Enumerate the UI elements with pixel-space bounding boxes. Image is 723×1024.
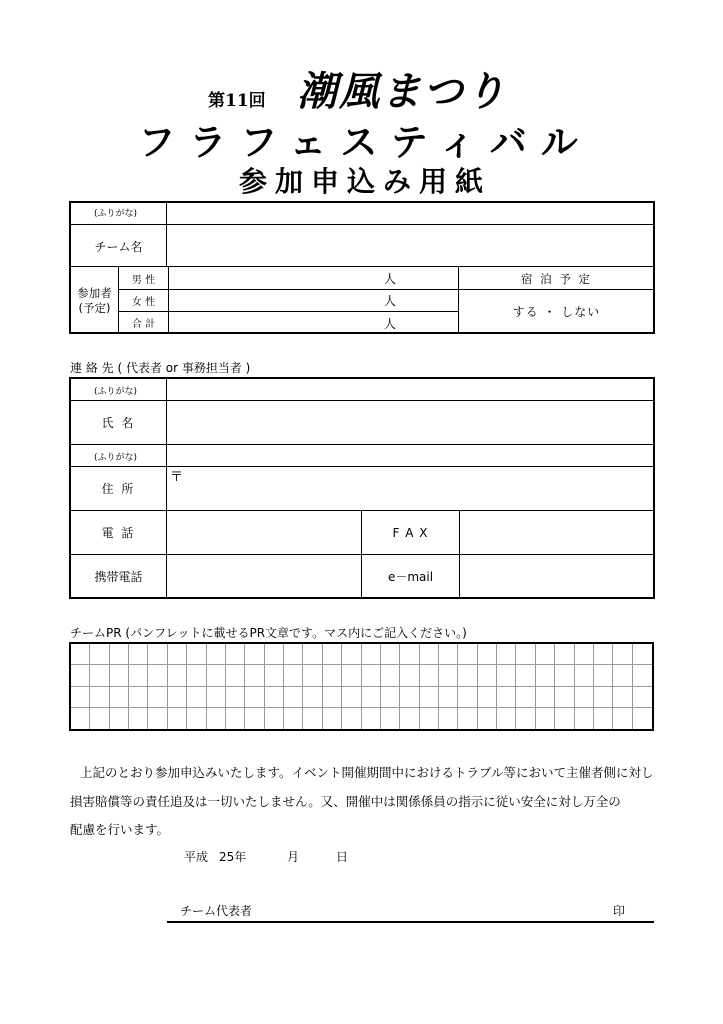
pr-grid-cell[interactable] <box>594 708 613 729</box>
pr-grid-cell[interactable] <box>71 687 90 708</box>
pr-grid-cell[interactable] <box>342 687 361 708</box>
female-unit: 人 <box>384 294 397 308</box>
statement-line-3: 配慮を行います。 <box>70 822 170 837</box>
pr-grid-cell[interactable] <box>265 708 284 729</box>
pr-grid-cell[interactable] <box>458 708 477 729</box>
pr-grid-cell[interactable] <box>303 665 322 686</box>
pr-grid-cell[interactable] <box>129 708 148 729</box>
pr-grid-cell[interactable] <box>265 644 284 665</box>
pr-grid-cell[interactable] <box>342 644 361 665</box>
pr-grid-cell[interactable] <box>439 665 458 686</box>
pr-grid-cell[interactable] <box>90 644 109 665</box>
pr-grid-cell[interactable] <box>323 708 342 729</box>
lodging-label: 宿 泊 予 定 <box>521 271 592 286</box>
pr-grid-cell[interactable] <box>420 708 439 729</box>
pr-grid-cell[interactable] <box>613 708 632 729</box>
pr-grid-cell[interactable] <box>400 644 419 665</box>
pr-grid-cell[interactable] <box>226 708 245 729</box>
pr-grid-cell[interactable] <box>187 708 206 729</box>
festival-logo: 潮風まつり <box>297 68 507 115</box>
pr-grid-cell[interactable] <box>342 665 361 686</box>
pr-grid-cell[interactable] <box>148 708 167 729</box>
address-furigana-input[interactable] <box>168 445 654 466</box>
pr-grid-cell[interactable] <box>168 708 187 729</box>
pr-grid-cell[interactable] <box>110 708 129 729</box>
pr-grid-cell[interactable] <box>226 665 245 686</box>
pr-grid-cell[interactable] <box>575 644 594 665</box>
pr-grid-cell[interactable] <box>90 687 109 708</box>
pr-grid-cell[interactable] <box>613 665 632 686</box>
edition-label: 第11回 <box>208 91 266 111</box>
pr-grid-cell[interactable] <box>187 665 206 686</box>
pr-grid-cell[interactable] <box>303 644 322 665</box>
pr-grid-cell[interactable] <box>207 665 226 686</box>
email-input[interactable] <box>460 555 654 598</box>
statement-line-1: 上記のとおり参加申込みいたします。イベント開催期間中におけるトラブル等において主催者側に対し <box>80 765 654 780</box>
phone-label: 電 話 <box>101 526 136 540</box>
pr-grid-cell[interactable] <box>110 665 129 686</box>
contact-name-input[interactable] <box>168 401 654 444</box>
team-furigana-label: (ふりがな) <box>94 209 138 219</box>
pr-grid-cell[interactable] <box>284 665 303 686</box>
pr-grid-cell[interactable] <box>245 665 264 686</box>
signature-line <box>167 921 654 923</box>
pr-grid-cell[interactable] <box>633 687 652 708</box>
lodging-options[interactable]: する ・ しない <box>512 305 601 319</box>
pr-grid-cell[interactable] <box>536 708 555 729</box>
pr-grid-cell[interactable] <box>575 665 594 686</box>
pr-grid-cell[interactable] <box>226 644 245 665</box>
male-label: 男 性 <box>131 275 156 286</box>
pr-grid-cell[interactable] <box>187 687 206 708</box>
pr-grid-cell[interactable] <box>284 644 303 665</box>
seal-mark: 印 <box>613 904 626 918</box>
fax-label: F A X <box>392 525 429 540</box>
mobile-label: 携帯電話 <box>94 570 143 584</box>
pr-grid-cell[interactable] <box>71 708 90 729</box>
pr-grid-cell[interactable] <box>458 644 477 665</box>
email-label: e－mail <box>387 570 434 584</box>
female-count-input[interactable] <box>169 290 458 311</box>
pr-grid-cell[interactable] <box>381 644 400 665</box>
pr-grid-cell[interactable] <box>400 665 419 686</box>
address-input[interactable] <box>168 467 654 510</box>
pr-grid-cell[interactable] <box>478 665 497 686</box>
pr-grid-cell[interactable] <box>594 687 613 708</box>
pr-grid-cell[interactable] <box>497 708 516 729</box>
pr-grid-cell[interactable] <box>226 687 245 708</box>
pr-grid-cell[interactable] <box>516 687 535 708</box>
pr-grid-cell[interactable] <box>555 665 574 686</box>
pr-grid-cell[interactable] <box>362 687 381 708</box>
pr-grid-cell[interactable] <box>110 687 129 708</box>
pr-grid-cell[interactable] <box>245 644 264 665</box>
male-unit: 人 <box>384 272 397 286</box>
team-name-label: チーム名 <box>94 239 143 254</box>
pr-grid-cell[interactable] <box>207 708 226 729</box>
pr-grid-cell[interactable] <box>575 687 594 708</box>
pr-grid-cell[interactable] <box>555 687 574 708</box>
pr-grid-cell[interactable] <box>594 665 613 686</box>
pr-grid-cell[interactable] <box>110 644 129 665</box>
participants-label: 参加者 (予定) <box>77 285 112 315</box>
pr-grid-cell[interactable] <box>245 687 264 708</box>
pr-grid-cell[interactable] <box>478 644 497 665</box>
pr-grid-cell[interactable] <box>420 665 439 686</box>
pr-grid-cell[interactable] <box>613 687 632 708</box>
pr-grid-cell[interactable] <box>478 708 497 729</box>
pr-grid-cell[interactable] <box>381 687 400 708</box>
pr-grid-cell[interactable] <box>497 644 516 665</box>
pr-grid-cell[interactable] <box>148 687 167 708</box>
pr-grid-cell[interactable] <box>323 665 342 686</box>
total-unit: 人 <box>384 317 397 331</box>
pr-grid-cell[interactable] <box>323 687 342 708</box>
pr-grid-cell[interactable] <box>458 687 477 708</box>
pr-grid-cell[interactable] <box>516 665 535 686</box>
date-month: 月 <box>287 850 300 864</box>
pr-grid-cell[interactable] <box>420 644 439 665</box>
pr-grid-cell[interactable] <box>323 644 342 665</box>
pr-grid-cell[interactable] <box>400 687 419 708</box>
pr-grid-cell[interactable] <box>71 644 90 665</box>
pr-grid-cell[interactable] <box>129 665 148 686</box>
pr-grid-cell[interactable] <box>284 708 303 729</box>
pr-grid-cell[interactable] <box>90 708 109 729</box>
fax-input[interactable] <box>460 511 654 554</box>
team-furigana-input[interactable] <box>168 203 654 224</box>
pr-grid-cell[interactable] <box>458 665 477 686</box>
pr-grid-cell[interactable] <box>516 644 535 665</box>
pr-grid-cell[interactable] <box>168 687 187 708</box>
pr-grid-cell[interactable] <box>516 708 535 729</box>
pr-heading: チームPR (パンフレットに載せるPR文章です。マス内にご記入ください。) <box>70 626 467 640</box>
date-year: 25年 <box>219 850 247 864</box>
address-label: 住 所 <box>101 482 136 496</box>
pr-grid-cell[interactable] <box>362 665 381 686</box>
pr-grid-cell[interactable] <box>575 708 594 729</box>
team-name-input[interactable] <box>168 226 654 266</box>
total-count-input[interactable] <box>169 312 458 333</box>
pr-grid-cell[interactable] <box>594 644 613 665</box>
contact-name-furigana-input[interactable] <box>168 379 654 400</box>
postal-mark-icon: 〒 <box>170 470 184 485</box>
pr-grid-cell[interactable] <box>633 708 652 729</box>
pr-grid-cell[interactable] <box>284 687 303 708</box>
pr-grid-cell[interactable] <box>265 665 284 686</box>
pr-grid-cell[interactable] <box>71 665 90 686</box>
contact-name-label: 氏 名 <box>101 416 136 430</box>
pr-grid-cell[interactable] <box>555 708 574 729</box>
pr-writing-grid[interactable] <box>69 642 654 731</box>
female-label: 女 性 <box>131 297 156 308</box>
contact-heading: 連 絡 先 ( 代表者 or 事務担当者 ) <box>70 361 251 375</box>
pr-grid-cell[interactable] <box>129 687 148 708</box>
pr-grid-cell[interactable] <box>381 708 400 729</box>
contact-name-furigana-label: (ふりがな) <box>94 387 138 397</box>
pr-grid-cell[interactable] <box>342 708 361 729</box>
pr-grid-cell[interactable] <box>400 708 419 729</box>
pr-grid-cell[interactable] <box>265 687 284 708</box>
form-subtitle: 参加申込み用紙 <box>238 165 491 198</box>
pr-grid-cell[interactable] <box>633 665 652 686</box>
pr-grid-cell[interactable] <box>129 644 148 665</box>
total-label: 合 計 <box>131 319 156 330</box>
pr-grid-cell[interactable] <box>536 687 555 708</box>
pr-grid-cell[interactable] <box>168 644 187 665</box>
date-day: 日 <box>336 850 349 864</box>
male-count-input[interactable] <box>169 268 458 289</box>
mobile-input[interactable] <box>168 555 361 598</box>
pr-grid-cell[interactable] <box>245 708 264 729</box>
pr-grid-cell[interactable] <box>478 687 497 708</box>
pr-grid-cell[interactable] <box>168 665 187 686</box>
pr-grid-cell[interactable] <box>362 708 381 729</box>
pr-grid-cell[interactable] <box>207 644 226 665</box>
pr-grid-cell[interactable] <box>381 665 400 686</box>
pr-grid-cell[interactable] <box>90 665 109 686</box>
statement-line-2: 損害賠償等の責任追及は一切いたしません。又、開催中は関係係員の指示に従い安全に対し万全の <box>70 794 621 809</box>
pr-grid-cell[interactable] <box>362 644 381 665</box>
pr-grid-cell[interactable] <box>497 665 516 686</box>
pr-grid-cell[interactable] <box>439 644 458 665</box>
pr-grid-cell[interactable] <box>536 665 555 686</box>
date-era: 平成 <box>184 850 209 864</box>
pr-grid-cell[interactable] <box>439 687 458 708</box>
pr-grid-cell[interactable] <box>555 644 574 665</box>
pr-grid-cell[interactable] <box>207 687 226 708</box>
pr-grid-cell[interactable] <box>497 687 516 708</box>
address-furigana-label: (ふりがな) <box>94 453 138 463</box>
pr-grid-cell[interactable] <box>303 687 322 708</box>
pr-grid-cell[interactable] <box>420 687 439 708</box>
pr-grid-cell[interactable] <box>148 665 167 686</box>
pr-grid-cell[interactable] <box>439 708 458 729</box>
pr-grid-cell[interactable] <box>303 708 322 729</box>
pr-grid-cell[interactable] <box>536 644 555 665</box>
phone-input[interactable] <box>168 511 361 554</box>
signature-label: チーム代表者 <box>180 904 253 918</box>
page-title: フラフェスティバル <box>138 121 592 164</box>
pr-grid-cell[interactable] <box>613 644 632 665</box>
pr-grid-cell[interactable] <box>187 644 206 665</box>
signature-input[interactable] <box>260 898 600 920</box>
pr-grid-cell[interactable] <box>148 644 167 665</box>
pr-grid-cell[interactable] <box>633 644 652 665</box>
